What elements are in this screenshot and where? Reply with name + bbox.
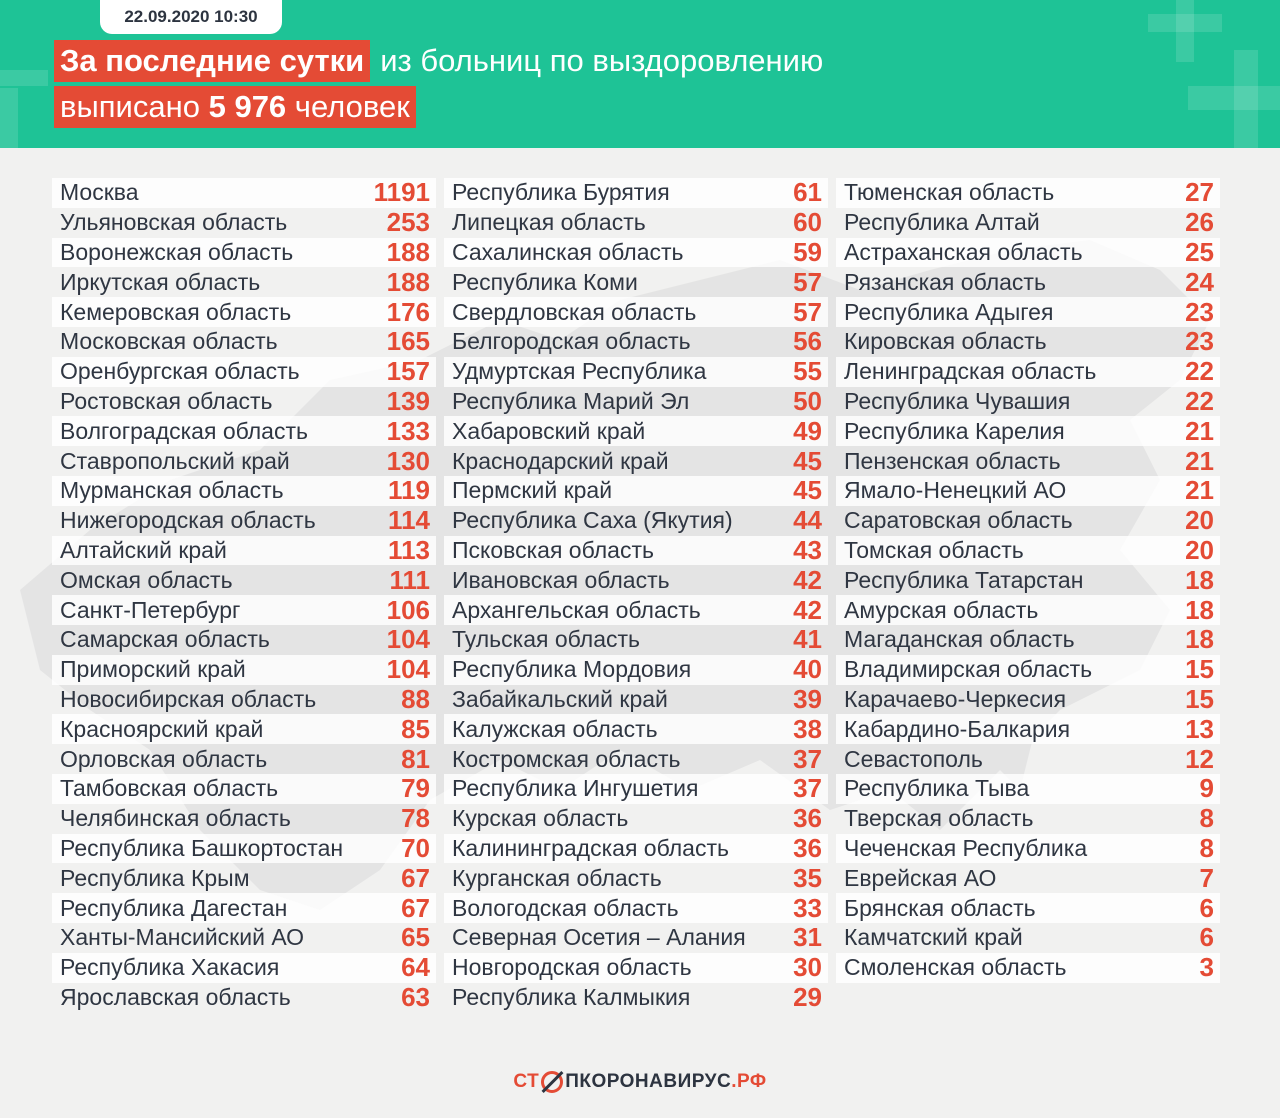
region-value: 104 [386,624,430,655]
region-name: Забайкальский край [452,685,668,712]
region-name: Владимирская область [844,656,1093,683]
region-value: 7 [1199,862,1214,893]
region-value: 130 [386,445,430,476]
region-name: Астраханская область [844,238,1083,265]
region-value: 49 [793,415,822,446]
table-row [444,178,828,208]
region-value: 18 [1185,624,1214,655]
region-value: 23 [1185,296,1214,327]
region-name: Ставропольский край [60,447,290,474]
region-name: Московская область [60,328,278,355]
region-value: 15 [1185,654,1214,685]
region-value: 20 [1185,534,1214,565]
region-name: Липецкая область [452,209,646,236]
table-row [444,625,828,655]
region-value: 22 [1185,356,1214,387]
region-value: 43 [793,534,822,565]
count-suffix: человек [294,89,410,124]
region-value: 67 [401,862,430,893]
region-value: 8 [1199,832,1214,863]
headline-line-2 [54,86,416,128]
region-value: 39 [793,683,822,714]
table-row [836,893,1220,923]
table-row [444,536,828,566]
region-name: Москва [60,179,139,206]
region-name: Сахалинская область [452,238,684,265]
region-value: 188 [386,266,430,297]
table-row [444,714,828,744]
table-row [444,834,828,864]
table-row [52,476,436,506]
region-name: Мурманская область [60,477,284,504]
table-row [444,208,828,238]
region-name: Смоленская область [844,954,1067,981]
region-name: Санкт-Петербург [60,596,241,623]
table-row [52,953,436,983]
table-row [836,536,1220,566]
region-value: 41 [793,624,822,655]
region-name: Тюменская область [844,179,1055,206]
region-value: 114 [388,505,430,536]
region-name: Ямало-Ненецкий АО [844,477,1067,504]
region-value: 119 [388,475,430,506]
table-row [52,685,436,715]
headline-highlight: За последние сутки [54,40,370,82]
region-name: Республика Марий Эл [452,387,690,414]
table-row [444,953,828,983]
table-row [444,893,828,923]
region-name: Курганская область [452,864,662,891]
region-name: Республика Ингушетия [452,775,699,802]
table-row [52,208,436,238]
region-name: Республика Башкортостан [60,834,344,861]
region-value: 22 [1185,385,1214,416]
table-row [52,327,436,357]
region-name: Северная Осетия – Алания [452,924,746,951]
table-row [52,625,436,655]
region-value: 59 [793,237,822,267]
footer-logo [0,1064,1280,1100]
region-value: 27 [1185,177,1214,208]
region-name: Воронежская область [60,238,294,265]
region-name: Ханты-Мансийский АО [60,924,305,951]
region-value: 56 [793,326,822,357]
table-row [836,267,1220,297]
region-value: 57 [793,266,822,297]
header-banner [0,0,1280,148]
headline-line-1 [54,40,823,82]
count-number: 5 976 [208,89,287,124]
table-row [836,804,1220,834]
region-name: Ульяновская область [60,209,288,236]
region-name: Республика Дагестан [60,894,288,921]
region-name: Курская область [452,805,629,832]
region-name: Республика Саха (Якутия) [452,507,733,534]
region-value: 81 [401,743,430,774]
region-value: 176 [386,296,430,327]
region-value: 61 [793,177,822,208]
region-name: Магаданская область [844,626,1075,653]
plus-decoration [0,70,48,86]
region-value: 79 [401,773,430,804]
region-name: Рязанская область [844,268,1046,295]
region-value: 45 [793,475,822,506]
region-value: 21 [1185,475,1214,506]
table-row [836,714,1220,744]
table-row [836,416,1220,446]
region-name: Иркутская область [60,268,261,295]
region-name: Волгоградская область [60,417,308,444]
table-row [52,357,436,387]
region-value: 55 [793,356,822,387]
region-name: Республика Мордовия [452,656,692,683]
region-name: Архангельская область [452,596,701,623]
table-row [836,655,1220,685]
table-row [444,267,828,297]
region-value: 13 [1185,713,1214,744]
table-row [836,685,1220,715]
region-name: Нижегородская область [60,507,316,534]
region-name: Новгородская область [452,954,692,981]
region-name: Орловская область [60,745,268,772]
region-value: 111 [389,564,430,595]
region-value: 12 [1185,743,1214,774]
table-row [836,178,1220,208]
region-value: 30 [793,952,822,983]
table-row [444,744,828,774]
region-value: 24 [1185,266,1214,297]
table-row [836,565,1220,595]
regions-column-1 [52,178,436,1012]
table-row [836,744,1220,774]
region-name: Алтайский край [60,536,227,563]
table-row [52,536,436,566]
table-row [52,804,436,834]
region-name: Ленинградская область [844,358,1097,385]
region-name: Республика Татарстан [844,566,1084,593]
region-value: 104 [386,654,430,685]
table-row [52,595,436,625]
table-row [444,357,828,387]
region-value: 67 [401,892,430,923]
headline-text: из больниц по выздоровлению [380,43,824,78]
region-value: 63 [401,981,430,1012]
region-name: Севастополь [844,745,983,772]
region-name: Хабаровский край [452,417,646,444]
table-row [836,327,1220,357]
region-name: Амурская область [844,596,1039,623]
region-value: 36 [793,803,822,834]
region-value: 65 [401,922,430,953]
region-name: Республика Карелия [844,417,1065,444]
table-row [52,983,436,1013]
region-value: 165 [386,326,430,357]
region-value: 37 [793,773,822,804]
region-value: 6 [1199,922,1214,953]
region-name: Костромская область [452,745,681,772]
region-name: Республика Бурятия [452,179,670,206]
table-row [444,416,828,446]
region-name: Челябинская область [60,805,291,832]
region-value: 133 [386,415,430,446]
region-value: 33 [793,892,822,923]
table-row [444,863,828,893]
region-value: 26 [1185,207,1214,238]
region-value: 18 [1185,594,1214,625]
table-row [52,267,436,297]
table-row [836,387,1220,417]
region-name: Тверская область [844,805,1034,832]
region-value: 9 [1199,773,1214,804]
region-name: Кемеровская область [60,298,292,325]
table-row [836,595,1220,625]
count-prefix: выписано [60,89,200,124]
table-row [444,685,828,715]
table-row [52,834,436,864]
table-row [836,625,1220,655]
region-name: Калининградская область [452,834,729,861]
table-row [444,446,828,476]
table-row [836,357,1220,387]
table-row [444,983,828,1013]
region-value: 21 [1185,445,1214,476]
region-value: 38 [793,713,822,744]
table-row [836,863,1220,893]
table-row [444,387,828,417]
table-row [836,238,1220,268]
region-value: 36 [793,832,822,863]
region-name: Чеченская Республика [844,834,1088,861]
table-row [52,714,436,744]
table-row [52,893,436,923]
table-row [52,923,436,953]
region-name: Еврейская АО [844,864,997,891]
region-name: Карачаево-Черкесия [844,685,1067,712]
table-row [52,178,436,208]
table-row [444,506,828,536]
region-value: 42 [793,594,822,625]
region-name: Удмуртская Республика [452,358,707,385]
region-name: Ивановская область [452,566,670,593]
region-name: Республика Чувашия [844,387,1071,414]
region-name: Кировская область [844,328,1047,355]
region-name: Новосибирская область [60,685,317,712]
region-value: 113 [388,534,430,565]
region-name: Республика Тыва [844,775,1030,802]
region-name: Республика Крым [60,864,250,891]
region-name: Брянская область [844,894,1036,921]
region-value: 6 [1199,892,1214,923]
region-name: Республика Адыгея [844,298,1054,325]
region-value: 44 [793,505,822,536]
table-row [444,327,828,357]
table-row [52,446,436,476]
plus-decoration [1188,86,1280,110]
date-badge: 22.09.2020 10:30 [100,0,282,34]
table-row [444,476,828,506]
region-value: 106 [386,594,430,625]
table-row [836,506,1220,536]
region-name: Тульская область [452,626,641,653]
region-value: 60 [793,207,822,238]
table-row [444,297,828,327]
region-value: 253 [386,207,430,238]
region-name: Приморский край [60,656,246,683]
region-name: Камчатский край [844,924,1023,951]
region-name: Краснодарский край [452,447,669,474]
region-name: Пермский край [452,477,613,504]
table-row [52,297,436,327]
logo-part-2: ПКОРОНАВИРУС [565,1071,732,1092]
region-name: Оренбургская область [60,358,300,385]
table-row [444,804,828,834]
region-name: Свердловская область [452,298,697,325]
table-row [52,863,436,893]
table-row [836,208,1220,238]
region-value: 3 [1199,952,1214,983]
table-row [836,834,1220,864]
region-name: Республика Хакасия [60,954,280,981]
region-name: Тамбовская область [60,775,279,802]
region-name: Самарская область [60,626,270,653]
table-row [52,655,436,685]
region-value: 139 [386,385,430,416]
table-row [52,416,436,446]
table-row [444,565,828,595]
region-name: Белгородская область [452,328,691,355]
table-row [52,387,436,417]
region-value: 18 [1185,564,1214,595]
region-name: Вологодская область [452,894,679,921]
region-value: 70 [401,832,430,863]
region-name: Омская область [60,566,233,593]
region-value: 20 [1185,505,1214,536]
regions-column-3 [836,178,1220,983]
table-row [52,238,436,268]
region-value: 1191 [373,177,430,208]
region-value: 188 [386,237,430,267]
headline-count-box [54,86,416,128]
regions-column-2 [444,178,828,1012]
region-name: Красноярский край [60,715,264,742]
region-value: 88 [401,683,430,714]
region-value: 45 [793,445,822,476]
region-value: 15 [1185,683,1214,714]
table-row [836,923,1220,953]
region-name: Псковская область [452,536,654,563]
region-value: 8 [1199,803,1214,834]
table-row [836,297,1220,327]
region-value: 29 [793,981,822,1012]
table-row [444,595,828,625]
region-value: 50 [793,385,822,416]
table-row [444,923,828,953]
region-name: Республика Коми [452,268,638,295]
virus-icon [541,1071,563,1093]
region-name: Кабардино-Балкария [844,715,1071,742]
table-row [52,744,436,774]
region-name: Калужская область [452,715,658,742]
region-value: 157 [386,356,430,387]
table-row [444,238,828,268]
table-row [836,953,1220,983]
region-name: Ростовская область [60,387,273,414]
logo-part-3: .РФ [731,1071,767,1092]
table-row [836,476,1220,506]
region-value: 64 [401,952,430,983]
region-name: Республика Алтай [844,209,1040,236]
region-value: 40 [793,654,822,685]
region-value: 57 [793,296,822,327]
logo-part-1: СТ [513,1071,540,1092]
region-value: 37 [793,743,822,774]
region-name: Республика Калмыкия [452,983,691,1010]
region-value: 85 [401,713,430,744]
region-value: 78 [401,803,430,834]
plus-decoration [0,88,18,148]
table-row [444,655,828,685]
table-row [52,774,436,804]
region-name: Саратовская область [844,507,1073,534]
region-name: Ярославская область [60,983,291,1010]
table-row [52,506,436,536]
region-value: 42 [793,564,822,595]
table-row [836,774,1220,804]
region-value: 35 [793,862,822,893]
table-row [444,774,828,804]
region-value: 23 [1185,326,1214,357]
plus-decoration [1148,14,1222,32]
region-value: 25 [1185,237,1214,267]
region-value: 31 [793,922,822,953]
table-row [52,565,436,595]
region-value: 21 [1185,415,1214,446]
region-name: Томская область [844,536,1024,563]
table-row [836,446,1220,476]
region-name: Пензенская область [844,447,1061,474]
